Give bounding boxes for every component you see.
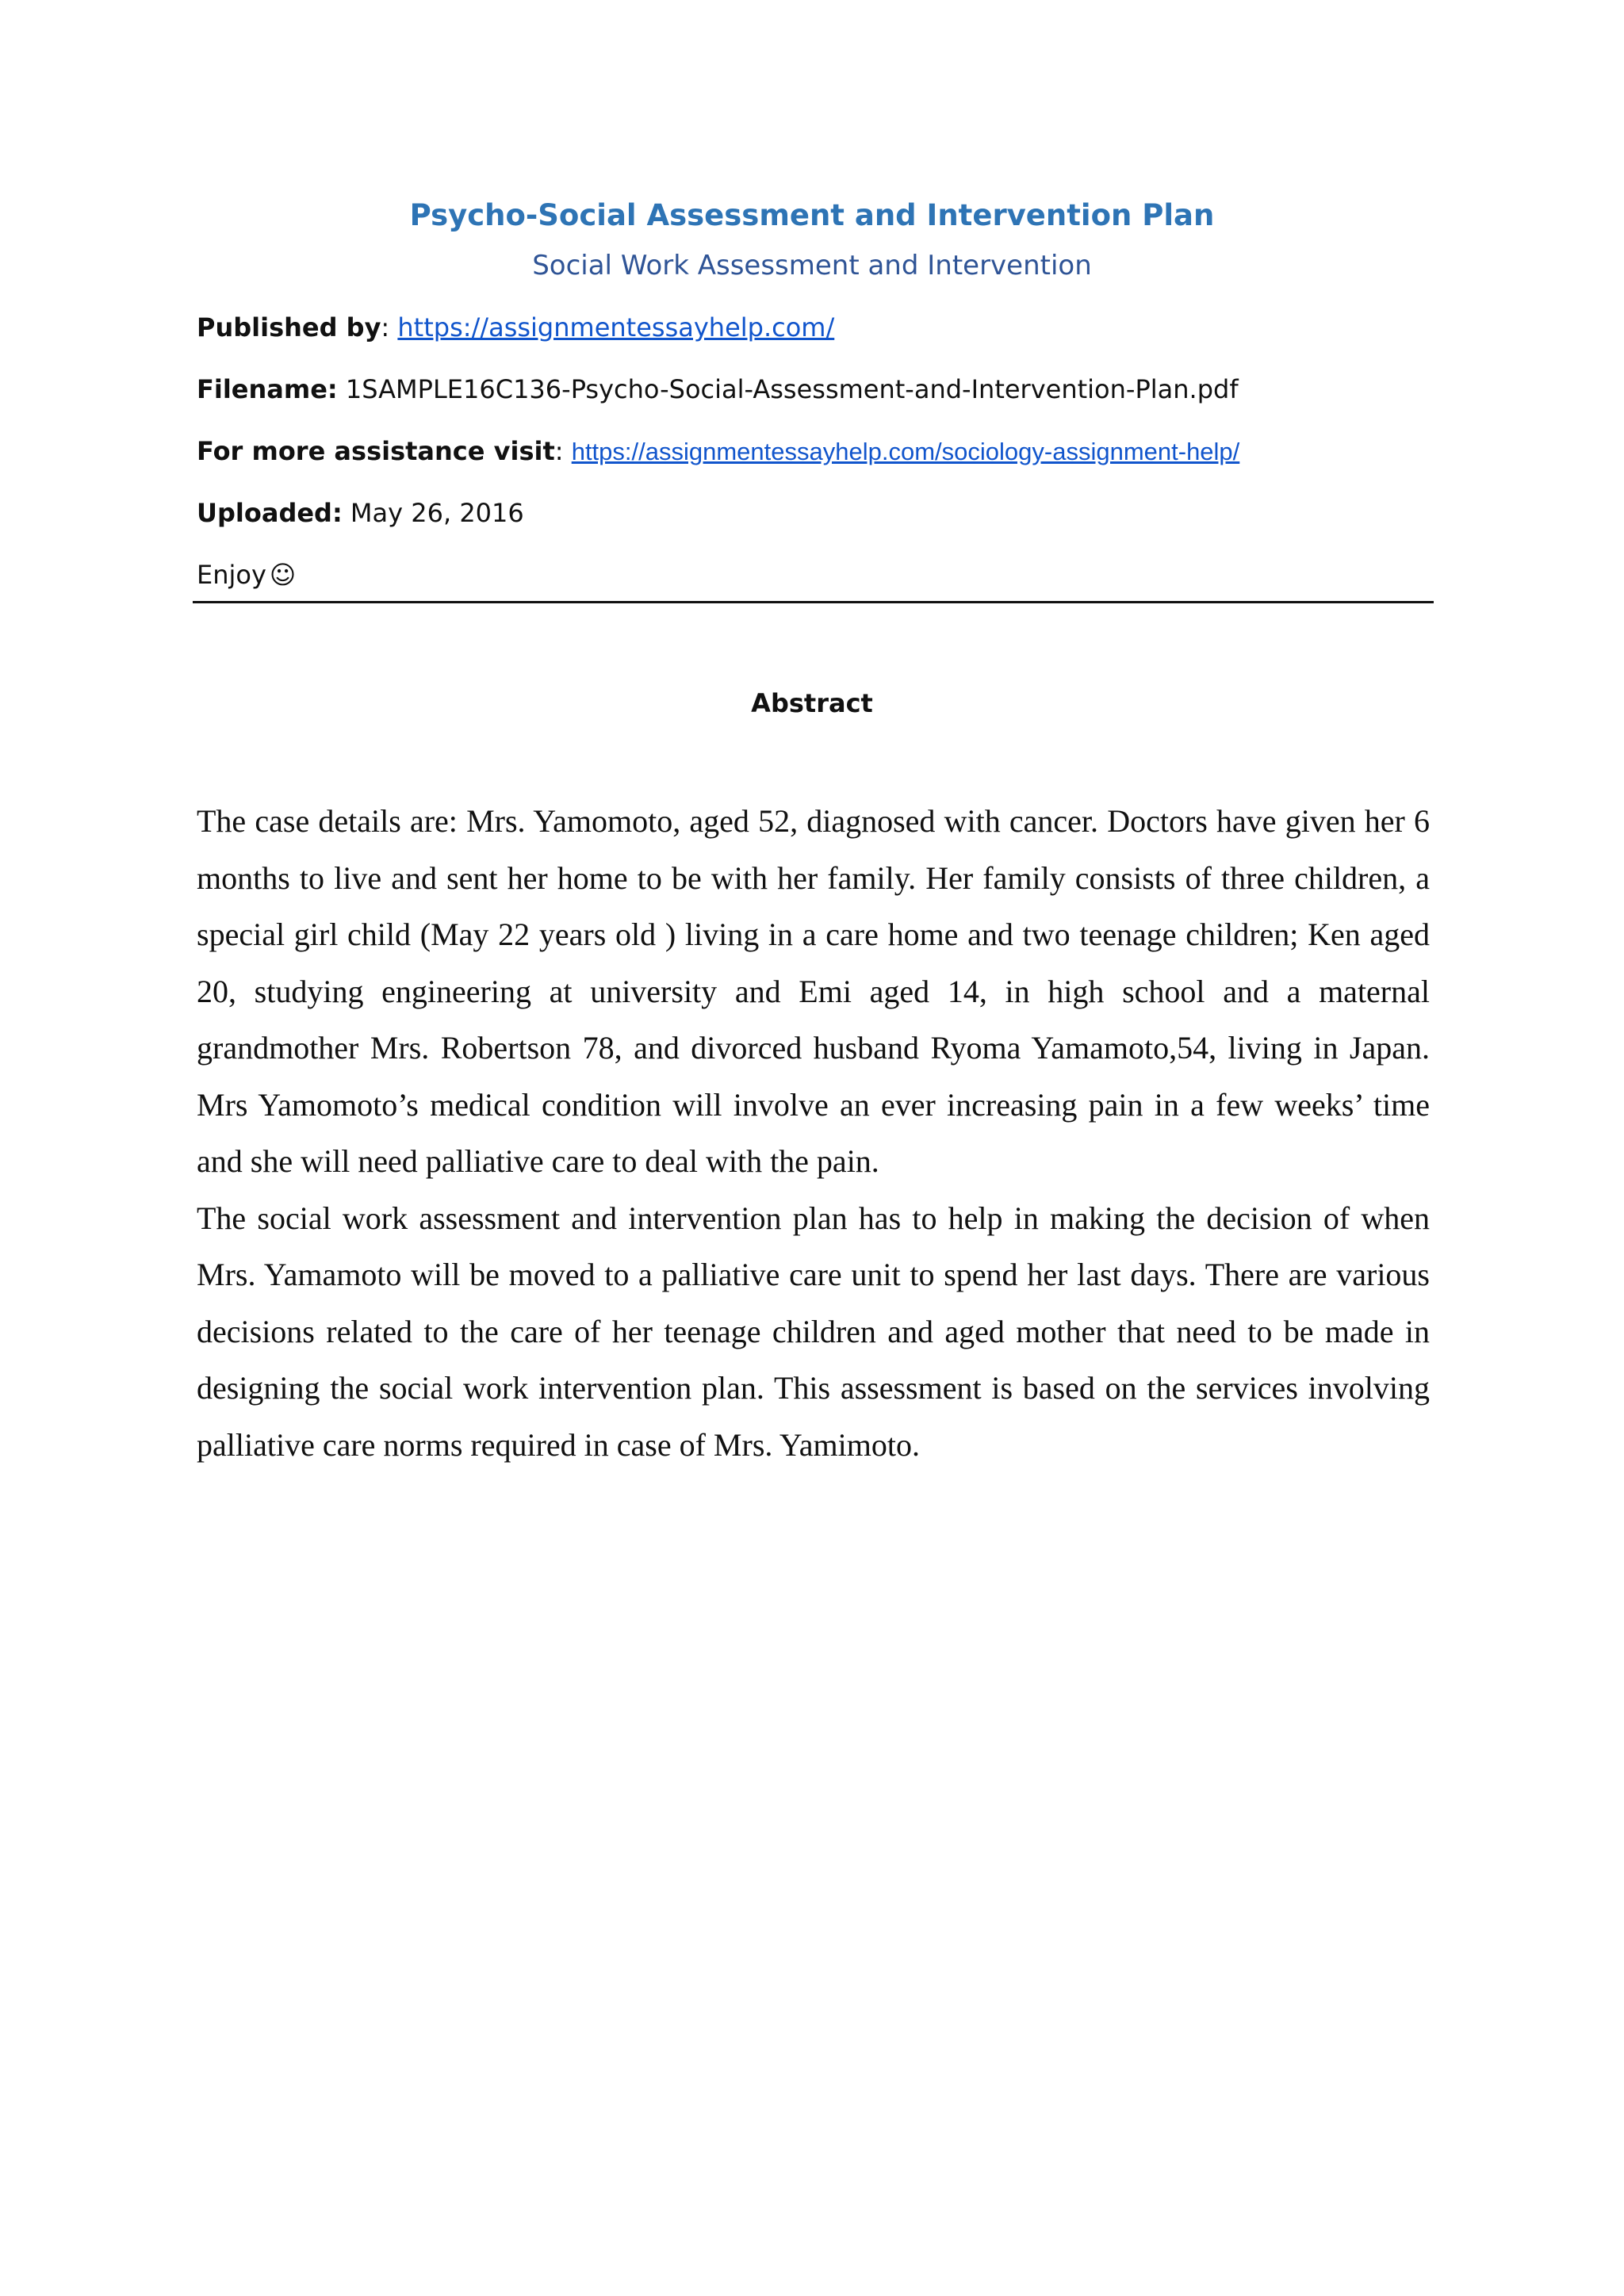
abstract-body bbox=[197, 793, 1430, 1473]
document-title: Psycho-Social Assessment and Intervention Plan bbox=[409, 198, 1215, 232]
published-by-label: Published by bbox=[197, 312, 381, 342]
abstract-paragraph-1: The case details are: Mrs. Yamomoto, aged 52, diagnosed with cancer. Doctors have given her 6 months to live and sent her home to be with her family. Her family consists of three children, a special girl child (May 22 years old ) living in a care home and two teenage children; Ken aged 20, studying engineering at university and Emi aged 14, in high school and a maternal grandmother Mrs. Robertson 78, and divorced husband Ryoma Yamamoto,54, living in Japan. Mrs Yamomoto’s medical condition will involve an ever increasing pain in a few weeks’ time and she will need palliative care to deal with the pain. bbox=[197, 803, 1430, 1179]
document-subtitle: Social Work Assessment and Intervention bbox=[532, 250, 1092, 281]
uploaded-value: May 26, 2016 bbox=[350, 498, 524, 528]
colon-separator: : bbox=[381, 312, 390, 342]
assistance-line bbox=[197, 436, 1434, 466]
uploaded-line bbox=[197, 498, 1434, 528]
abstract-paragraph-2: The social work assessment and intervention plan has to help in making the decision of when Mrs. Yamamoto will be moved to a palliative care unit to spend her last days. There are various decisions related to the care of her teenage children and aged mother that need to be made in designing the social work intervention plan. This assessment is based on the services involving palliative care norms required in case of Mrs. Yamimoto. bbox=[197, 1200, 1430, 1463]
filename-line bbox=[197, 374, 1434, 404]
uploaded-label: Uploaded: bbox=[197, 498, 343, 528]
assistance-label: For more assistance visit bbox=[197, 436, 555, 466]
enjoy-line bbox=[197, 560, 1434, 590]
header-divider bbox=[193, 601, 1434, 603]
colon-separator: : bbox=[554, 436, 564, 466]
filename-label: Filename: bbox=[197, 374, 338, 404]
published-by-line bbox=[197, 312, 1434, 342]
smiley-face-icon: ☺ bbox=[269, 560, 297, 590]
published-by-link[interactable]: https://assignmentessayhelp.com/ bbox=[397, 312, 835, 342]
abstract-heading: Abstract bbox=[751, 688, 873, 718]
enjoy-text: Enjoy bbox=[197, 560, 266, 590]
assistance-link[interactable]: https://assignmentessayhelp.com/sociology-assignment-help/ bbox=[571, 438, 1240, 465]
filename-value: 1SAMPLE16C136-Psycho-Social-Assessment-and-Intervention-Plan.pdf bbox=[345, 374, 1239, 404]
